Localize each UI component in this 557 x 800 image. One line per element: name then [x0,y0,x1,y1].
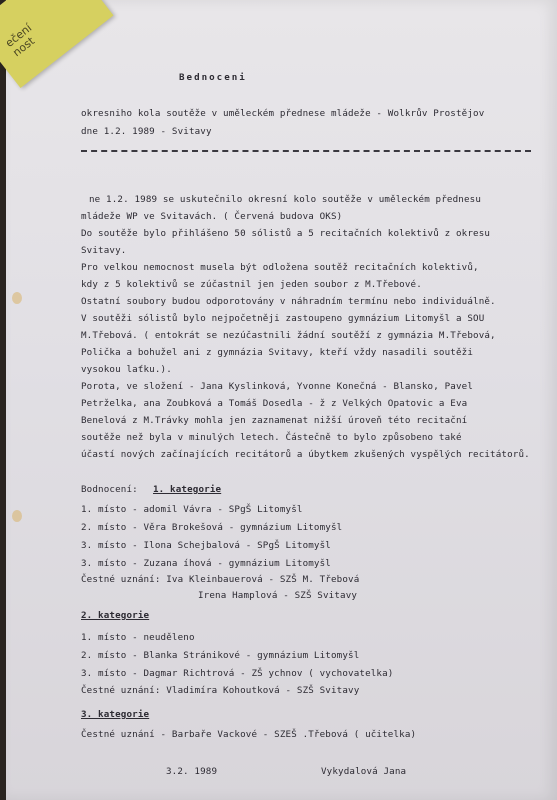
body-line: Porota, ve složení - Jana Kyslinková, Yvonne Konečná - Blansko, Pavel [81,381,474,392]
result-row: 3. místo - Zuzana íhová - gymnázium Litomyšl [81,558,331,569]
subtitle-line-2: dne 1.2. 1989 - Svitavy [81,126,212,137]
honorable-mention: Irena Hamplová - SZŠ Svitavy [198,590,358,601]
divider [81,150,531,152]
body-line: mládeže WP ve Svitavách. ( Červená budova OKS) [81,211,343,222]
result-row: 3. místo - Dagmar Richtrová - ZŠ ychnov ( vychovatelka) [81,668,394,679]
category-3-heading: 3. kategorie [81,709,150,720]
footer-date: 3.2. 1989 [166,766,218,777]
results-heading-prefix: Bodnocení: [81,484,138,495]
document-title: Bednoceni [179,72,247,83]
honorable-mention: Čestné uznání: Vladimíra Kohoutková - SZŠ Svitavy [81,685,360,696]
body-line: Benelová z M.Trávky mohla jen zaznamenat nižší úroveň této recitační [81,415,468,426]
sticky-note [0,0,114,88]
punch-hole [12,292,22,304]
footer-author: Vykydalová Jana [321,766,407,777]
category-1-heading: 1. kategorie [153,484,222,495]
body-line: Svitavy. [81,245,127,256]
body-line: kdy z 5 kolektivů se zúčastnil jen jeden soubor z M.Třebové. [81,279,422,290]
result-row: 2. místo - Blanka Stránikové - gymnázium Litomyšl [81,650,360,661]
document-page [2,0,557,800]
punch-hole [12,510,22,522]
honorable-mention: Čestné uznání - Barbaře Vackové - SZEŠ .Třebová ( učitelka) [81,729,417,740]
body-line: Ostatní soubory budou odporotovány v náhradním termínu nebo individuálně. [81,296,496,307]
subtitle-line-1: okresniho kola soutěže v uměleckém přednese mládeže - Wolkrův Prostějov [81,108,485,119]
result-row: 3. místo - Ilona Schejbalová - SPgŠ Litomyšl [81,540,331,551]
body-line: Do soutěže bylo přihlášeno 50 sólistů a 5 recitačních kolektivů z okresu [81,228,491,239]
body-line: V soutěži sólistů bylo nejpočetněji zastoupeno gymnázium Litomyšl a SOU [81,313,485,324]
body-line: M.Třebová. ( entokrát se nezúčastnili žádní soutěží z gymnázia M.Třebová, [81,330,496,341]
result-row: 2. místo - Věra Brokešová - gymnázium Litomyšl [81,522,343,533]
body-line: účastí nových začínajících recitátorů a úbytkem zkušených vyspělých recitátorů. [81,449,530,460]
body-line: Polička a bohužel ani z gymnázia Svitavy, kteří vždy nasadili soutěži [81,347,474,358]
sticky-note-text: ečení nost [2,21,38,60]
body-line: Pro velkou nemocnost musela být odložena soutěž recitačních kolektivů, [81,262,479,273]
body-line: soutěže než byla v minulých letech. Částečně to bylo způsobeno také [81,432,462,443]
result-row: 1. místo - adomil Vávra - SPgŠ Litomyšl [81,504,303,515]
category-2-heading: 2. kategorie [81,610,150,621]
body-line: vysokou laťku.). [81,364,172,375]
result-row: 1. místo - neuděleno [81,632,195,643]
body-line: Petrželka, ana Zoubková a Tomáš Dosedla - ž z Velkých Opatovic a Eva [81,398,468,409]
honorable-mention: Čestné uznání: Iva Kleinbauerová - SZŠ M. Třebová [81,574,360,585]
body-line: ne 1.2. 1989 se uskutečnilo okresní kolo soutěže v uměleckém přednesu [89,194,482,205]
